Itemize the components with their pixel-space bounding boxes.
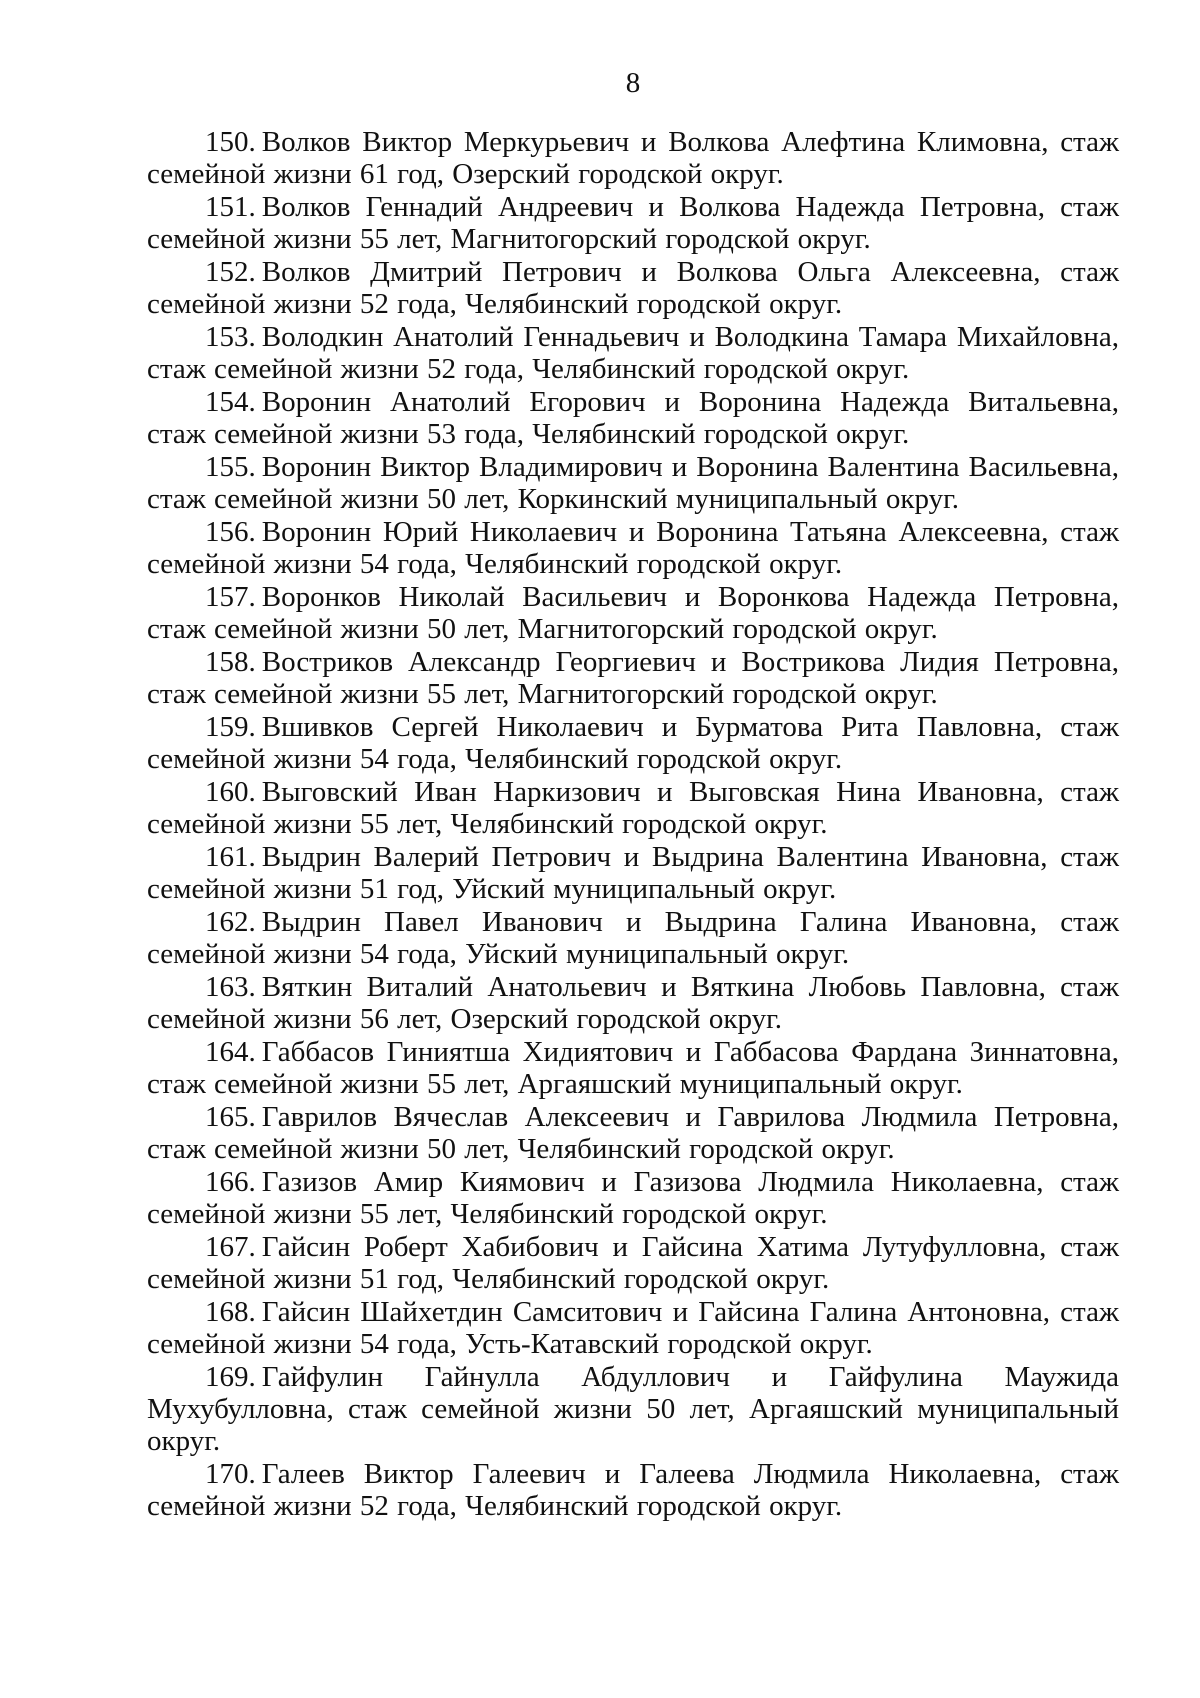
list-item (147, 191, 1119, 255)
list-item (147, 1458, 1119, 1522)
entry-text: Волков Виктор Меркурьевич и Волкова Алефтина Климовна, стаж семейной жизни 61 год, Озерский городской округ. (147, 126, 1119, 190)
entry-number: 168. (205, 1296, 256, 1328)
list-item (147, 906, 1119, 970)
entry-number: 159. (205, 711, 256, 743)
entry-number: 165. (205, 1101, 256, 1133)
entry-text: Габбасов Гиниятша Хидиятович и Габбасова Фардана Зиннатовна, стаж семейной жизни 55 лет, Аргаяшский муниципальный округ. (147, 1036, 1119, 1100)
entry-text: Воронков Николай Васильевич и Воронкова Надежда Петровна, стаж семейной жизни 50 лет, Магнитогорский городской округ. (147, 581, 1119, 645)
list-item (147, 1361, 1119, 1457)
list-item (147, 581, 1119, 645)
entry-number: 169. (205, 1361, 256, 1393)
list-item (147, 386, 1119, 450)
entry-text: Гаврилов Вячеслав Алексеевич и Гаврилова Людмила Петровна, стаж семейной жизни 50 лет, Челябинский городской округ. (147, 1101, 1119, 1165)
list-item (147, 776, 1119, 840)
entry-number: 167. (205, 1231, 256, 1263)
list-item (147, 1166, 1119, 1230)
entry-text: Воронин Юрий Николаевич и Воронина Татьяна Алексеевна, стаж семейной жизни 54 года, Челябинский городской округ. (147, 516, 1119, 580)
entry-text: Володкин Анатолий Геннадьевич и Володкина Тамара Михайловна, стаж семейной жизни 52 года, Челябинский городской округ. (147, 321, 1119, 385)
entry-number: 153. (205, 321, 256, 353)
list-item (147, 1296, 1119, 1360)
entry-number: 150. (205, 126, 256, 158)
entry-number: 166. (205, 1166, 256, 1198)
list-item (147, 451, 1119, 515)
entry-text: Воронин Анатолий Егорович и Воронина Надежда Витальевна, стаж семейной жизни 53 года, Челябинский городской округ. (147, 386, 1119, 450)
entry-number: 163. (205, 971, 256, 1003)
entry-text: Гайсин Шайхетдин Самситович и Гайсина Галина Антоновна, стаж семейной жизни 54 года, Усть-Катавский городской округ. (147, 1296, 1119, 1360)
entry-number: 161. (205, 841, 256, 873)
entry-number: 151. (205, 191, 256, 223)
list-item (147, 321, 1119, 385)
entry-text: Выдрин Павел Иванович и Выдрина Галина Ивановна, стаж семейной жизни 54 года, Уйский муниципальный округ. (147, 906, 1119, 970)
entry-text: Воронин Виктор Владимирович и Воронина Валентина Васильевна, стаж семейной жизни 50 лет, Коркинский муниципальный округ. (147, 451, 1119, 515)
list-item (147, 1101, 1119, 1165)
entry-number: 158. (205, 646, 256, 678)
entry-number: 170. (205, 1458, 256, 1490)
entry-text: Газизов Амир Киямович и Газизова Людмила Николаевна, стаж семейной жизни 55 лет, Челябинский городской округ. (147, 1166, 1119, 1230)
document-page (147, 0, 1119, 1698)
list-item (147, 711, 1119, 775)
list-item (147, 1231, 1119, 1295)
list-item (147, 256, 1119, 320)
list-item (147, 516, 1119, 580)
entry-number: 155. (205, 451, 256, 483)
entry-text: Гайфулин Гайнулла Абдуллович и Гайфулина Маужида Мухубулловна, стаж семейной жизни 50 лет, Аргаяшский муниципальный округ. (147, 1361, 1119, 1457)
list-item (147, 1036, 1119, 1100)
entry-list (147, 126, 1119, 1522)
entry-text: Вшивков Сергей Николаевич и Бурматова Рита Павловна, стаж семейной жизни 54 года, Челябинский городской округ. (147, 711, 1119, 775)
entry-number: 164. (205, 1036, 256, 1068)
list-item (147, 971, 1119, 1035)
entry-text: Выдрин Валерий Петрович и Выдрина Валентина Ивановна, стаж семейной жизни 51 год, Уйский муниципальный округ. (147, 841, 1119, 905)
entry-number: 156. (205, 516, 256, 548)
entry-text: Востриков Александр Георгиевич и Вострикова Лидия Петровна, стаж семейной жизни 55 лет, Магнитогорский городской округ. (147, 646, 1119, 710)
entry-text: Волков Геннадий Андреевич и Волкова Надежда Петровна, стаж семейной жизни 55 лет, Магнитогорский городской округ. (147, 191, 1119, 255)
entry-text: Галеев Виктор Галеевич и Галеева Людмила Николаевна, стаж семейной жизни 52 года, Челябинский городской округ. (147, 1458, 1119, 1522)
entry-text: Волков Дмитрий Петрович и Волкова Ольга Алексеевна, стаж семейной жизни 52 года, Челябинский городской округ. (147, 256, 1119, 320)
entry-text: Вяткин Виталий Анатольевич и Вяткина Любовь Павловна, стаж семейной жизни 56 лет, Озерский городской округ. (147, 971, 1119, 1035)
entry-number: 162. (205, 906, 256, 938)
entry-number: 160. (205, 776, 256, 808)
entry-number: 157. (205, 581, 256, 613)
entry-number: 152. (205, 256, 256, 288)
page-number: 8 (625, 67, 641, 99)
list-item (147, 646, 1119, 710)
entry-text: Гайсин Роберт Хабибович и Гайсина Хатима Лутуфулловна, стаж семейной жизни 51 год, Челябинский городской округ. (147, 1231, 1119, 1295)
entry-text: Выговский Иван Наркизович и Выговская Нина Ивановна, стаж семейной жизни 55 лет, Челябинский городской округ. (147, 776, 1119, 840)
entry-number: 154. (205, 386, 256, 418)
list-item (147, 126, 1119, 190)
list-item (147, 841, 1119, 905)
